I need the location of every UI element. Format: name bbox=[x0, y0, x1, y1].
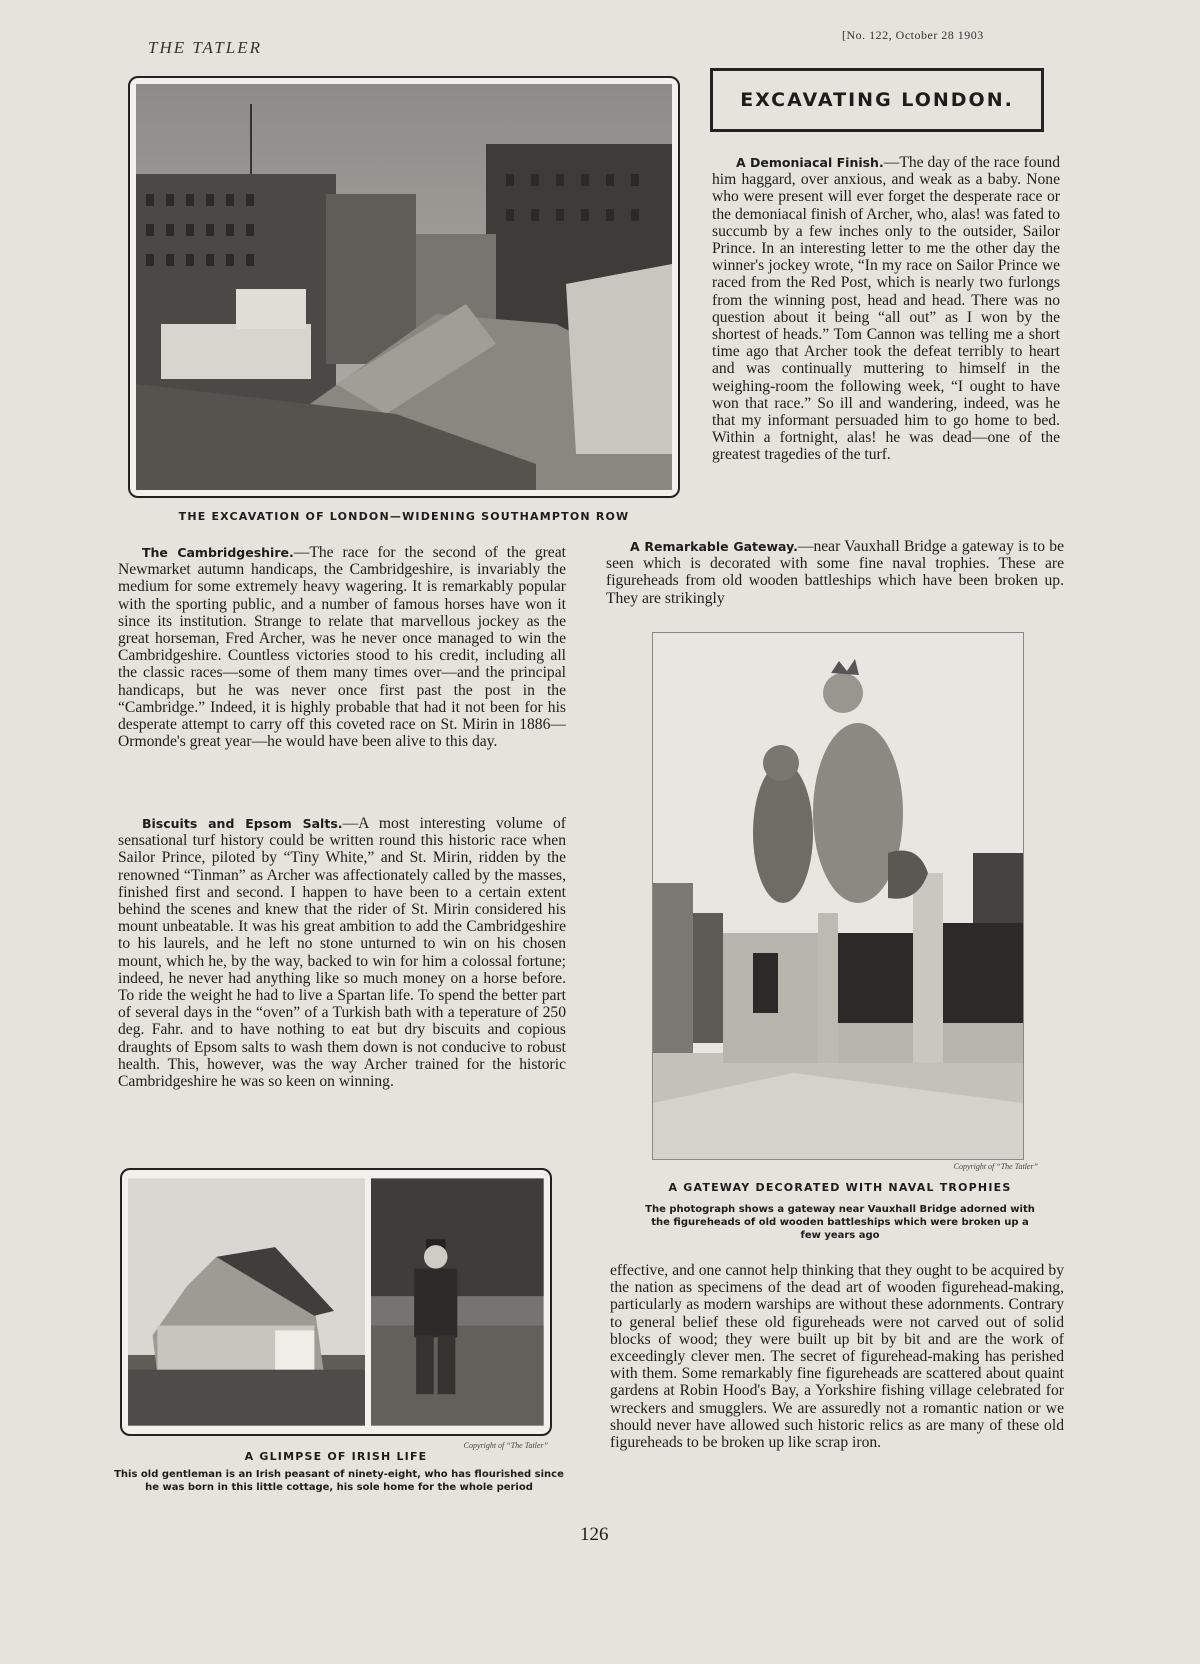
article-title: EXCAVATING LONDON. bbox=[740, 89, 1014, 111]
section-gateway-continued bbox=[610, 1262, 1064, 1451]
section-biscuits-text: —A most interesting volume of sensational turf history could be written round this historic race when Sailor Prince, piloted by “Tiny White,” and St. Mirin, ridden by the renowned “Tinman” as Archer was affectionately called by the masses, finished first and second. I happen to have been to a certain extent behind the scenes and knew that the rider of St. Mirin considered his mount unbeatable. It was his great ambition to add the Cambridgeshire to his laurels, and he left no stone unturned to win on his chosen mount, which he, by the way, backed to win for him a colossal fortune; indeed, he never had anything like so much money on a horse before. To ride the weight he had to live a Spartan life. To spend the better part of several days in the “oven” of a Turkish bath with a teperature of 250 deg. Fahr. and to have nothing to eat but dry biscuits and copious draughts of Epsom salts to wash them down is not conducive to robust health. This, however, was the way Archer trained for the historic Cambridgeshire he was so keen on winning. bbox=[118, 815, 566, 1091]
excavation-photo-image bbox=[136, 84, 672, 490]
section-gateway-text: —near Vauxhall Bridge a gateway is to be seen which is decorated with some fine naval trophies. These are figureheads from old wooden battleships which have been broken up. They are strikingly bbox=[606, 538, 1064, 607]
peasant-photo-image bbox=[371, 1176, 544, 1428]
irish-life-photo bbox=[120, 1168, 552, 1436]
cottage-photo-image bbox=[128, 1176, 365, 1428]
article-title-box bbox=[710, 68, 1044, 132]
section-cambridgeshire-text: —The race for the second of the great Newmarket autumn handicaps, the Cambridgeshire, is invariably the medium for some extremely heavy wagering. It is remarkably popular with the sporting public, and a number of famous horses have won it since its institution. Strange to relate that marvellous jockey as the great horseman, Fred Archer, was he never once managed to win the Cambridgeshire. Countless victories stood to his credit, including all the classic races—some of them many times over—and the principal handicaps, but he was never once first past the post in the “Cambridge.” Indeed, it is highly probable that had it not been for his desperate attempt to carry off this coveted race on St. Mirin in 1886—Ormonde's great year—he would have been alive to this day. bbox=[118, 544, 566, 751]
running-head-publication: THE TATLER bbox=[148, 38, 262, 57]
irish-credit: Copyright of “The Tatler” bbox=[463, 1441, 548, 1450]
excavation-photo bbox=[128, 76, 680, 498]
section-biscuits-lead: Biscuits and Epsom Salts. bbox=[142, 816, 343, 831]
section-cambridgeshire-lead: The Cambridgeshire. bbox=[142, 545, 294, 560]
section-cambridgeshire bbox=[118, 544, 566, 750]
gateway-caption: A GATEWAY DECORATED WITH NAVAL TROPHIES bbox=[668, 1181, 1012, 1194]
excavation-caption: THE EXCAVATION OF LONDON—WIDENING SOUTHAMPTON ROW bbox=[178, 510, 630, 523]
page-number: 126 bbox=[580, 1524, 609, 1545]
irish-caption: A GLIMPSE OF IRISH LIFE bbox=[244, 1450, 428, 1463]
running-head-issue: [No. 122, October 28 1903 bbox=[842, 28, 984, 42]
section-finish-text: —The day of the race found him haggard, over anxious, and weak as a baby. None who were present will ever forget the desperate race or the demoniacal finish of Archer, who, alas! was fated to succumb by a few inches only to the outsider, Sailor Prince. In an interesting letter to me the other day the winner's jockey wrote, “In my race on Sailor Prince we raced from the Red Post, which is nearly two furlongs from the winning post, head and head. There was no question about it being “all out” as I won by the shortest of heads.” Tom Cannon was telling me a short time ago that Archer took the defeat terribly to heart and was continually muttering to himself in the weighing-room the following week, “I ought to have won that race.” So ill and wandering, indeed, was he that my informant persuaded him to go home to bed. Within a fortnight, alas! he was dead—one of the greatest tragedies of the turf. bbox=[712, 154, 1060, 464]
gateway-photo bbox=[652, 632, 1024, 1160]
section-finish bbox=[712, 154, 1060, 464]
gateway-photo-image bbox=[653, 633, 1023, 1159]
irish-subcaption: This old gentleman is an Irish peasant of ninety-eight, who has flourished since he was born in this little cottage, his sole home for the whole period bbox=[114, 1469, 564, 1493]
section-gateway-continued-text: effective, and one cannot help thinking that they ought to be acquired by the nation as specimens of the dead art of wooden figurehead-making, particularly as modern warships are without these adornments. Contrary to general belief these old figureheads were not carved out of solid blocks of wood; they were built up bit by bit and are the work of exceedingly clever men. The secret of figurehead-making has perished with them. Some remarkably fine figureheads are scattered about quaint gardens at Robin Hood's Bay, a Yorkshire fishing village celebrated for wreckers and smugglers. We are assuredly not a romantic nation or we should never have allowed such historic relics as are many of these old figureheads to be broken up like scrap iron. bbox=[610, 1262, 1064, 1452]
section-gateway-lead: A Remarkable Gateway. bbox=[630, 539, 798, 554]
gateway-credit: Copyright of “The Tatler” bbox=[953, 1162, 1038, 1171]
gateway-subcaption: The photograph shows a gateway near Vauxhall Bridge adorned with the figureheads of old wooden battleships which were broken up a few years ago bbox=[645, 1204, 1035, 1241]
section-biscuits bbox=[118, 815, 566, 1090]
section-gateway bbox=[606, 538, 1064, 607]
section-finish-lead: A Demoniacal Finish. bbox=[736, 155, 884, 170]
